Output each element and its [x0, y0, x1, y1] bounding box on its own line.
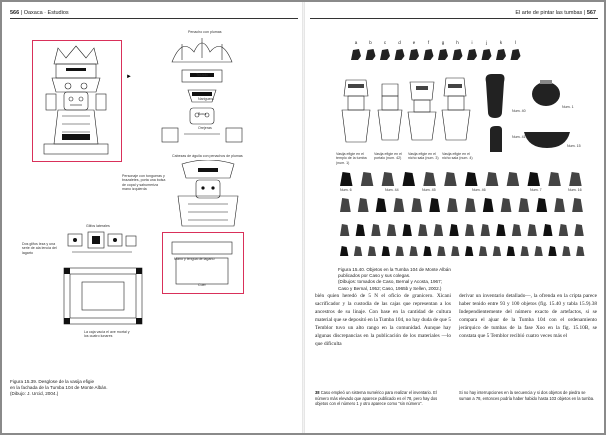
- artifact-icon: [465, 224, 474, 236]
- book-spread: [2, 2, 604, 433]
- artifact-icon: [361, 172, 374, 186]
- small-objects: [336, 168, 596, 264]
- artifact-icon: [449, 224, 458, 236]
- icon-letter-f: f: [427, 40, 430, 45]
- icon-letter-i: i: [471, 40, 473, 45]
- artifact-icon: [356, 224, 365, 236]
- artifact-icon: [548, 246, 556, 256]
- vessel-caption-3: Vasija efigie en el nicho sala (num. 3): [408, 152, 439, 161]
- glyph-icon-k: [496, 49, 506, 60]
- artifact-icon: [423, 172, 436, 186]
- artifact-icon: [437, 246, 445, 256]
- vessel-caption-2: Vasija efigie en el portalo (num. 42): [374, 152, 402, 161]
- right-caption-line-4: Caso y Bernal, 1952; Caso, 1965b y Sellen, 2002.): [338, 285, 442, 291]
- artifact-icon: [554, 198, 565, 212]
- label-glifos-laterales: Glifos laterales: [86, 224, 110, 228]
- arrow-right: ►: [126, 74, 132, 80]
- num-7: Num. 7: [530, 188, 542, 192]
- right-page-number: 567: [586, 10, 596, 16]
- label-orejeras: Orejeras: [198, 126, 212, 130]
- num-40: Num. 40: [512, 109, 526, 113]
- artifact-icon: [447, 198, 458, 212]
- footnote-right: Si no hay interrupciones en la secuencia y si dos objetos de piedra se suman a 78, entonces podría haber habido hasta 103 objetos en la tumba.: [459, 390, 595, 401]
- num-45: Num. 45: [422, 188, 436, 192]
- artifact-icon: [371, 224, 380, 236]
- glyph-icon-b: [366, 49, 376, 60]
- artifact-icon: [572, 198, 583, 212]
- artifact-icon: [382, 246, 390, 256]
- icon-letter-k: k: [499, 40, 503, 45]
- base-drawing: [168, 238, 236, 288]
- icon-letter-b: b: [369, 40, 372, 45]
- footnote-left: [315, 390, 451, 407]
- glyph-icon-a: [351, 49, 361, 60]
- label-cabezas: Cabezas de águila con penachos de plumas: [172, 154, 243, 158]
- artifact-icon: [423, 246, 431, 256]
- artifact-icon: [403, 172, 416, 186]
- right-rule: [310, 18, 598, 19]
- artifact-icon: [562, 246, 570, 256]
- label-penacho: Penacho con plumas: [188, 30, 222, 34]
- glyph-icon-l: [511, 49, 521, 60]
- num-16: Num. 16: [568, 188, 582, 192]
- artifact-icon: [528, 172, 541, 186]
- tomb-box-drawing: [62, 266, 144, 326]
- left-section-title: Oaxaca · Estudios: [23, 10, 69, 16]
- glyph-icon-e: [409, 49, 419, 60]
- artifact-icon: [340, 172, 353, 186]
- right-caption-line-2: publicados por Caso y sus colegas.: [338, 273, 411, 279]
- icon-letter-a: a: [354, 40, 358, 45]
- glyph-icon-f: [424, 49, 434, 60]
- label-boca: Boca: [198, 112, 207, 116]
- left-running-head: 566 | Oaxaca · Estudios: [10, 10, 69, 16]
- label-mano: Mano y lengua de lagarto: [174, 257, 215, 261]
- artifact-icon: [340, 198, 351, 212]
- artifact-icon: [376, 198, 387, 212]
- icon-row: [350, 38, 530, 66]
- left-rule: [10, 18, 298, 19]
- left-caption-line-3: (Dibujo: J. Urcid, 2004.): [10, 391, 59, 397]
- num-46: Num. 46: [472, 188, 486, 192]
- icon-letter-d: d: [398, 40, 401, 45]
- glyph-icon-h: [453, 49, 463, 60]
- artifact-icon: [434, 224, 443, 236]
- artifact-icon: [569, 172, 582, 186]
- vessel-caption-1: Vasija efigie en el templo de la tumba (num. 1): [336, 152, 367, 165]
- effigy-vessel-drawing: [36, 44, 116, 156]
- figure-body-drawing: [168, 160, 248, 230]
- artifact-icon: [528, 224, 537, 236]
- label-personaje: Personaje con tongueras y brazaletes, porta una bolsa de copal y sahumeriza mano izquierda: [122, 174, 166, 191]
- label-tocado: Tocado: [196, 73, 208, 77]
- left-page-number: 566: [10, 10, 20, 16]
- icon-letter-e: e: [412, 40, 416, 45]
- left-caption-line-2: en la fachada de la Tumba 104 de Monte Albán.: [10, 385, 108, 391]
- artifact-icon: [451, 246, 459, 256]
- artifact-icon: [576, 246, 584, 256]
- icon-letter-c: c: [383, 40, 387, 45]
- num-1: Num. 1: [562, 105, 574, 109]
- footnote-left-text: Caso empleó un sistema numérico para realizar el inventario. El número más elevado que aparece publicado es el 78, pero hay dos objetos con el número 1 y otro aparece como "sin número".: [315, 390, 438, 407]
- left-figure-caption: [10, 379, 108, 398]
- right-caption-line-3: (Dibujos: tomados de Caso, Bernal y Acosta, 1967;: [338, 279, 442, 285]
- right-caption-line-1: Figura 15.40. Objetos en la Tumba 104 de Monte Albán: [338, 267, 451, 272]
- artifact-icon: [534, 246, 542, 256]
- artifact-icon: [486, 172, 499, 186]
- artifact-icon: [507, 246, 515, 256]
- artifact-icon: [521, 246, 529, 256]
- artifact-icon: [501, 198, 512, 212]
- artifact-icon: [536, 198, 547, 212]
- num-44: Num. 44: [385, 188, 399, 192]
- artifact-icon: [387, 224, 396, 236]
- artifact-icon: [465, 172, 478, 186]
- artifact-icon: [481, 224, 490, 236]
- right-running-head: El arte de pintar las tumbas | 567: [515, 10, 596, 16]
- artifact-icon: [382, 172, 395, 186]
- left-caption-line-1: Figura 15.39. Desglose de la vasija efigie: [10, 379, 95, 384]
- vessel-caption-4: Vasija efigie en el nicho sala (num. 4): [442, 152, 473, 161]
- effigy-vessels-row: [336, 74, 476, 154]
- icon-letter-h: h: [456, 40, 459, 45]
- side-glyphs: [62, 230, 142, 262]
- icon-letter-l: l: [515, 40, 516, 45]
- artifact-icon: [418, 224, 427, 236]
- num-6: Num. 6: [340, 188, 352, 192]
- artifact-icon: [354, 246, 362, 256]
- num-41: Num. 41: [512, 135, 526, 139]
- artifact-icon: [543, 224, 552, 236]
- artifact-icon: [512, 224, 521, 236]
- artifact-icon: [548, 172, 561, 186]
- glyph-icon-c: [380, 49, 390, 60]
- label-dos-glifos: Dos glifos leza y una serie de ala lencia del lagarto: [22, 242, 57, 255]
- pottery-drawings: [480, 72, 590, 162]
- artifact-icon: [519, 198, 530, 212]
- glyph-icon-d: [395, 49, 405, 60]
- artifact-icon: [409, 246, 417, 256]
- artifact-icon: [358, 198, 369, 212]
- footnote-number: 38: [315, 390, 320, 395]
- artifact-icon: [483, 198, 494, 212]
- artifact-icon: [396, 246, 404, 256]
- icon-letter-g: g: [441, 40, 445, 45]
- right-figure-caption: [338, 267, 451, 292]
- artifact-icon: [479, 246, 487, 256]
- artifact-icon: [507, 172, 520, 186]
- artifact-icon: [493, 246, 501, 256]
- artifact-icon: [444, 172, 457, 186]
- label-la-caja: La caja vacía el ave mortal y los cuatro lunares: [84, 330, 130, 339]
- label-nariguera: Nariguera: [198, 97, 214, 101]
- gutter: [302, 2, 305, 433]
- artifact-icon: [496, 224, 505, 236]
- artifact-icon: [394, 198, 405, 212]
- num-15: Num. 15: [567, 144, 581, 148]
- icon-letter-j: j: [486, 40, 487, 45]
- artifact-icon: [340, 224, 349, 236]
- glyph-icon-j: [482, 49, 492, 60]
- glyph-icon-g: [438, 49, 448, 60]
- artifact-icon: [368, 246, 376, 256]
- glyph-icon-i: [467, 49, 477, 60]
- artifact-icon: [411, 198, 422, 212]
- artifact-icon: [403, 224, 412, 236]
- artifact-icon: [429, 198, 440, 212]
- body-text-right-col: derivar un inventario detallado—, la ofrenda en la cripta parece haber tenido entre 93 y 100 objetos (fig. 15.40 y tabla 15.9).38 Independientemente del número exacto de artefactos, si se compara el ajuar de la Tumba 104 con el ordenamiento jerárquico de tumbas de la fase Xoo en la fig. 15.10B, se constata que 5 Temblor recibió cuatro veces más el: [459, 293, 597, 340]
- artifact-icon: [465, 198, 476, 212]
- artifact-icon: [559, 224, 568, 236]
- artifact-icon: [340, 246, 348, 256]
- artifact-icon: [574, 224, 583, 236]
- artifact-icon: [465, 246, 473, 256]
- body-text-left-col: bién quien heredó de 5 N el oficio de granicero. Xicani sacrificador y la custodia de las cajas que representan a los ancestros de su linaje. Con base en la cantidad de cultura material que se depositó en la Tumba 104, no hay duda de que 5 Temblor tuvo un alto rango en la comunidad. Aunque hay algunas discrepancias en la publicación de los materiales —lo que dificulta: [315, 293, 451, 348]
- label-cuer: Cuer: [198, 283, 206, 287]
- right-running-title: El arte de pintar las tumbas: [515, 10, 583, 16]
